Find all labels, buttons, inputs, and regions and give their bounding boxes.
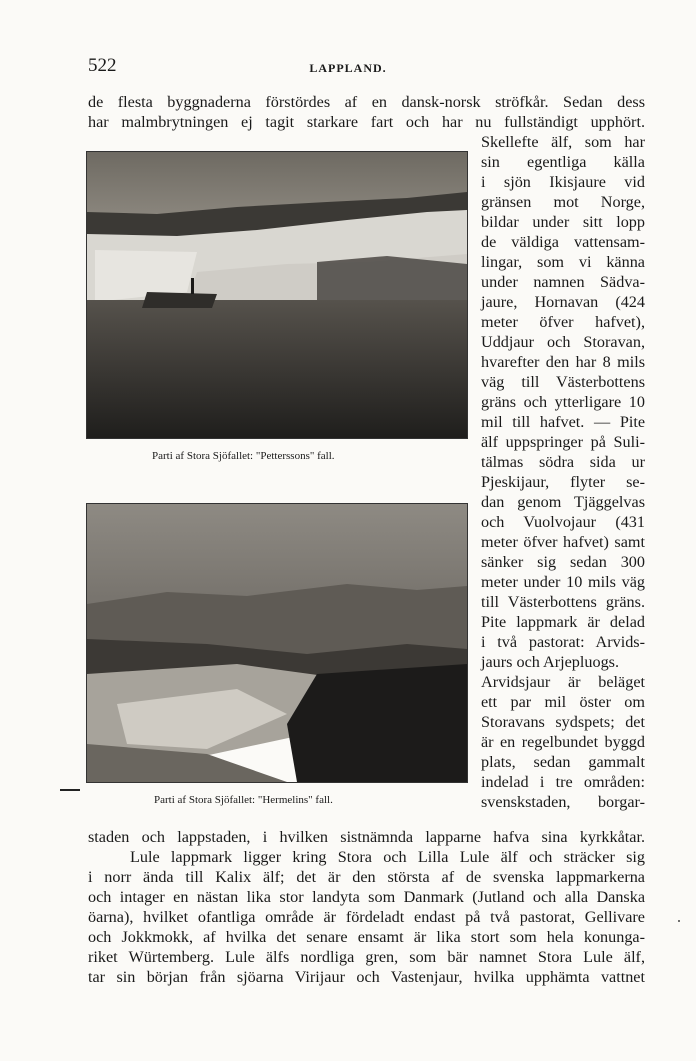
waterfall-photo-petterssons <box>86 151 468 439</box>
side-column-line: är en regelbundet byggd <box>481 733 645 751</box>
side-column-line: i två pastorat: Arvids- <box>481 633 645 651</box>
side-column-line: jaurs och Arjepluogs. <box>481 653 620 671</box>
intro-line: de flesta byggnaderna förstördes af en dansk-norsk ströfkår. Sedan dess <box>88 93 645 111</box>
body-line: staden och lappstaden, i hvilken sistnämnda lapparne hafva sina kyrkkåtar. <box>88 828 645 846</box>
side-column-line: Pite lappmark är delad <box>481 613 645 631</box>
running-head: LAPPLAND. <box>309 61 387 75</box>
side-column-line: hvarefter den har 8 mils <box>481 353 645 371</box>
side-column-line: mil till hafvet. — Pite <box>481 413 645 431</box>
side-column-line: Storavans sydspets; det <box>481 713 645 731</box>
body-line: tar sin början från sjöarna Virijaur och Vastenjaur, hvilka upphämta vattnet <box>88 968 645 986</box>
figure-caption: Parti af Stora Sjöfallet: "Petterssons" fall. <box>152 450 335 462</box>
side-column-line: dan genom Tjäggelvas <box>481 493 645 511</box>
side-column-line: till Västerbottens gräns. <box>481 593 645 611</box>
side-column-line: lingar, som vi känna <box>481 253 645 271</box>
body-line: riket Würtemberg. Lule älfs nordliga gren, som bär namnet Stora Lule älf, <box>88 948 645 966</box>
side-column-line: gränsen mot Norge, <box>481 193 645 211</box>
waterfall-photo-hermelins <box>86 503 468 783</box>
side-column-line: i sjön Ikisjaure vid <box>481 173 645 191</box>
side-column-line: de väldiga vattensam- <box>481 233 645 251</box>
page-speck <box>678 920 680 922</box>
side-column-line: Uddjaur och Storavan, <box>481 333 645 351</box>
side-column-line: under namnen Sädva- <box>481 273 645 291</box>
side-column-line: tälmas södra sida ur <box>481 453 645 471</box>
side-column-line: ett par mil öster om <box>481 693 645 711</box>
side-column-line: Skellefte älf, som har <box>481 133 645 151</box>
side-column-line: meter öfver hafvet) samt <box>481 533 645 551</box>
side-column-line: Arvidsjaur är beläget <box>481 673 645 691</box>
side-column-line: plats, sedan gammalt <box>481 753 645 771</box>
side-column-line: indelad i tre områden: <box>481 773 645 791</box>
side-column-line: väg till Västerbottens <box>481 373 645 391</box>
side-column-line: sin egentliga källa <box>481 153 645 171</box>
side-column-line: meter under 10 mils väg <box>481 573 645 591</box>
side-column-line: meter öfver hafvet), <box>481 313 645 331</box>
side-column-line: jaure, Hornavan (424 <box>481 293 645 311</box>
body-line: öarna), hvilket ofantliga område är fördeladt endast på två pastorat, Gellivare <box>88 908 645 926</box>
side-column-line: gräns och ytterligare 10 <box>481 393 645 411</box>
body-line: och Jokkmokk, af hvilka det senare ensamt är lika stort som hela konunga- <box>88 928 645 946</box>
side-column-line: sänker sig sedan 300 <box>481 553 645 571</box>
figure-caption: Parti af Stora Sjöfallet: "Hermelins" fall. <box>154 794 333 806</box>
side-column-line: svenskstaden, borgar- <box>481 793 645 811</box>
body-line: i norr ända till Kalix älf; det är den största af de svenska lappmarkerna <box>88 868 645 886</box>
margin-mark <box>60 789 80 791</box>
side-column-line: Pjeskijaur, flyter se- <box>481 473 645 491</box>
side-column-line: älf uppspringer på Suli- <box>481 433 645 451</box>
body-line: Lule lappmark ligger kring Stora och Lilla Lule älf och sträcker sig <box>130 848 645 866</box>
page-number: 522 <box>88 55 117 76</box>
side-column-line: bildar under sitt lopp <box>481 213 645 231</box>
side-column-line: och Vuolvojaur (431 <box>481 513 645 531</box>
body-line: och intager en nästan lika stor landyta som Danmark (Jutland och alla Danska <box>88 888 645 906</box>
intro-line: har malmbrytningen ej tagit starkare fart och har nu fullständigt upphört. <box>88 113 645 131</box>
